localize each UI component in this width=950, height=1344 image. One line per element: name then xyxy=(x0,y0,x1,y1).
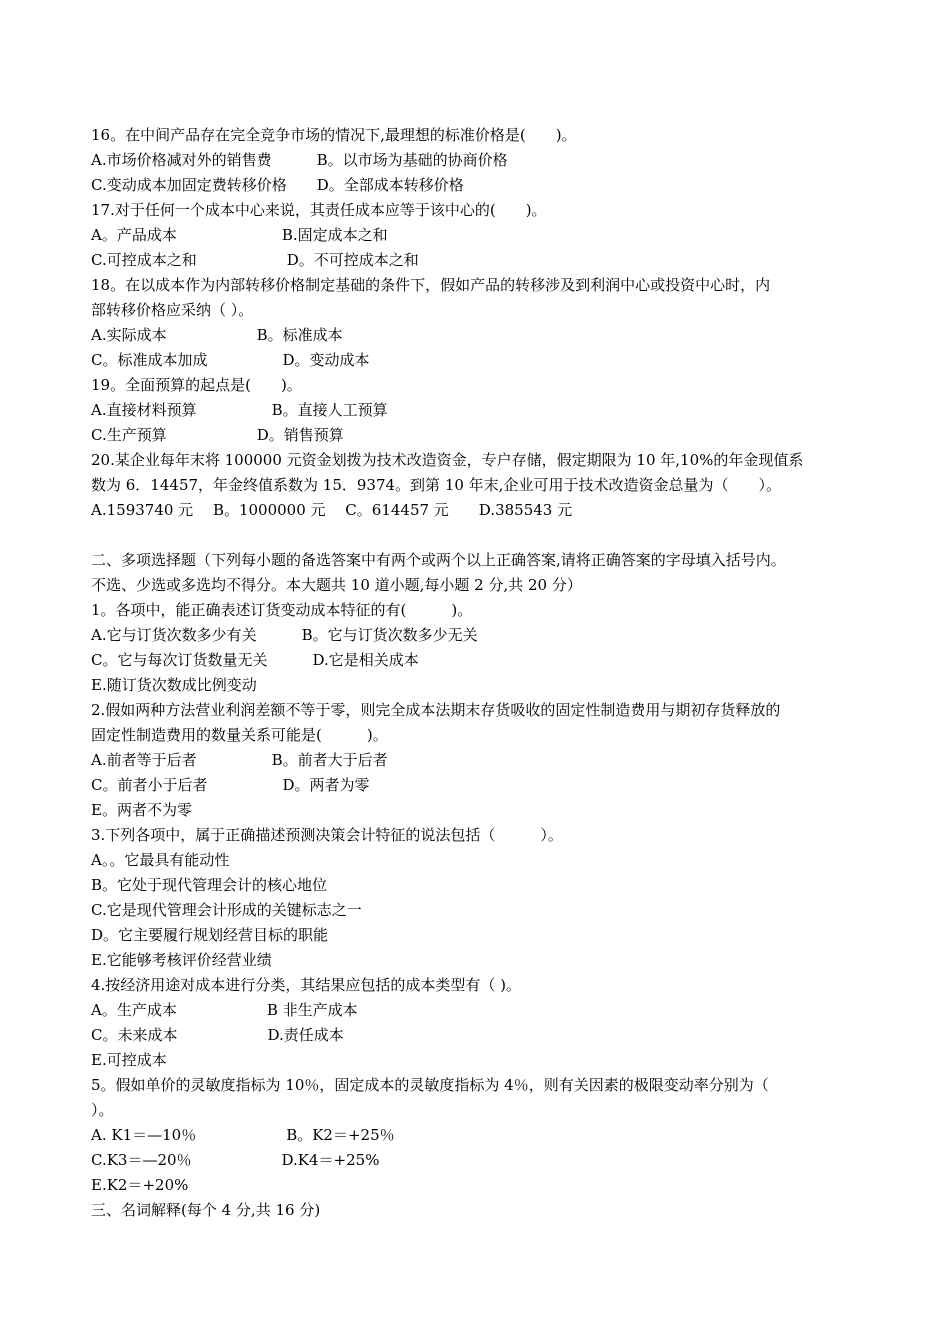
mq5-stem-line2: ）。 xyxy=(91,1101,114,1119)
q18-stem-line2: 部转移价格应采纳（ ）。 xyxy=(91,301,254,319)
mq2-stem-line1: 2.假如两种方法营业利润差额不等于零，则完全成本法期末存货吸收的固定性制造费用与期初存货释放的 xyxy=(91,701,781,719)
mq4-option-e: E.可控成本 xyxy=(91,1051,167,1069)
q16-stem: 16。在中间产品存在完全竞争市场的情况下,最理想的标准价格是( )。 xyxy=(91,126,577,144)
mq5-option-e: E.K2＝+20% xyxy=(91,1176,189,1194)
mq3-option-a: A。。它最具有能动性 xyxy=(91,851,230,869)
q19-options-cd: C.生产预算 D。销售预算 xyxy=(91,426,344,444)
mq4-stem: 4.按经济用途对成本进行分类，其结果应包括的成本类型有（ )。 xyxy=(91,976,521,994)
mq2-option-e: E。两者不为零 xyxy=(91,801,192,819)
mq1-options-cd: C。它与每次订货数量无关 D.它是相关成本 xyxy=(91,651,419,669)
q20-stem-line2: 数为 6．14457，年金终值系数为 15．9374。到第 10 年末,企业可用于技术改造资金总量为（ ）。 xyxy=(91,476,781,494)
mq4-options-ab: A。生产成本 B 非生产成本 xyxy=(91,1001,358,1019)
q18-options-cd: C。标准成本加成 D。变动成本 xyxy=(91,351,370,369)
q18-stem-line1: 18。在以成本作为内部转移价格制定基础的条件下，假如产品的转移涉及到利润中心或投资中心时，内 xyxy=(91,276,771,294)
q17-options-ab: A。产品成本 B.固定成本之和 xyxy=(91,226,388,244)
mq2-options-ab: A.前者等于后者 B。前者大于后者 xyxy=(91,751,388,769)
section2-heading-line1: 二、多项选择题（下列每小题的备选答案中有两个或两个以上正确答案,请将正确答案的字母填入括号内。 xyxy=(91,551,786,569)
mq5-stem-line1: 5。假如单价的灵敏度指标为 10％，固定成本的灵敏度指标为 4％，则有关因素的极限变动率分别为（ xyxy=(91,1076,769,1094)
q17-stem: 17.对于任何一个成本中心来说，其责任成本应等于该中心的( )。 xyxy=(91,201,547,219)
mq2-options-cd: C。前者小于后者 D。两者为零 xyxy=(91,776,370,794)
q19-options-ab: A.直接材料预算 B。直接人工预算 xyxy=(91,401,388,419)
mq3-option-c: C.它是现代管理会计形成的关键标志之一 xyxy=(91,901,362,919)
mq2-stem-line2: 固定性制造费用的数量关系可能是( )。 xyxy=(91,726,388,744)
mq3-stem: 3.下列各项中，属于正确描述预测决策会计特征的说法包括（ ）。 xyxy=(91,826,563,844)
section3-heading: 三、名词解释(每个 4 分,共 16 分) xyxy=(91,1201,321,1219)
mq5-options-cd: C.K3＝—20％ D.K4＝+25% xyxy=(91,1151,380,1169)
q18-options-ab: A.实际成本 B。标准成本 xyxy=(91,326,343,344)
q16-options-cd: C.变动成本加固定费转移价格 D。全部成本转移价格 xyxy=(91,176,464,194)
mq5-options-ab: A. K1＝—10％ B。K2＝+25％ xyxy=(91,1126,395,1144)
q20-options: A.1593740 元 B。1000000 元 C。614457 元 D.385543 元 xyxy=(91,501,573,519)
mq3-option-d: D。它主要履行规划经营目标的职能 xyxy=(91,926,329,944)
q17-options-cd: C.可控成本之和 D。不可控成本之和 xyxy=(91,251,419,269)
mq1-option-e: E.随订货次数成比例变动 xyxy=(91,676,257,694)
mq1-stem: 1。各项中，能正确表述订货变动成本特征的有( )。 xyxy=(91,601,473,619)
blank-line xyxy=(91,523,871,548)
section2-heading-line2: 不选、少选或多选均不得分。本大题共 10 道小题,每小题 2 分,共 20 分） xyxy=(91,576,582,594)
document-page xyxy=(91,123,871,1223)
mq4-options-cd: C。未来成本 D.责任成本 xyxy=(91,1026,344,1044)
q19-stem: 19。全面预算的起点是( )。 xyxy=(91,376,302,394)
q20-stem-line1: 20.某企业每年末将 100000 元资金划拨为技术改造资金，专户存储，假定期限为 10 年,10%的年金现值系 xyxy=(91,451,804,469)
mq3-option-e: E.它能够考核评价经营业绩 xyxy=(91,951,272,969)
mq1-options-ab: A.它与订货次数多少有关 B。它与订货次数多少无关 xyxy=(91,626,478,644)
q16-options-ab: A.市场价格减对外的销售费 B。以市场为基础的协商价格 xyxy=(91,151,508,169)
mq3-option-b: B。它处于现代管理会计的核心地位 xyxy=(91,876,328,894)
